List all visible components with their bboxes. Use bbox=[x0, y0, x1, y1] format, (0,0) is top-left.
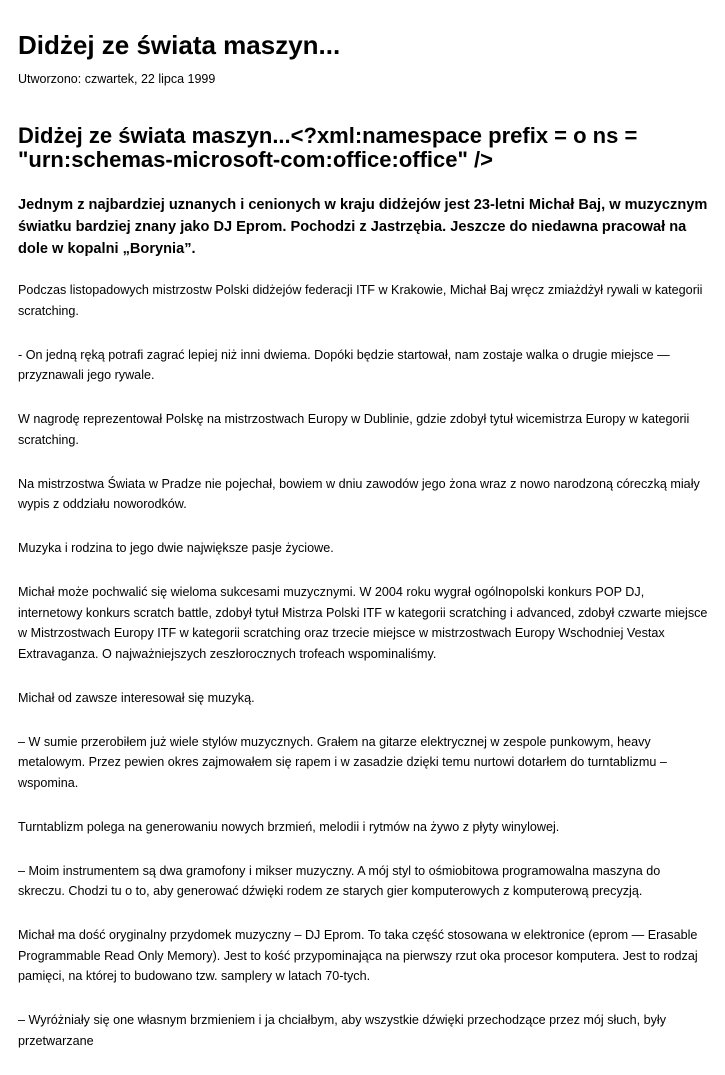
paragraph: Michał od zawsze interesował się muzyką. bbox=[18, 690, 255, 705]
paragraph: - On jedną ręką potrafi zagrać lepiej niż inni dwiema. Dopóki będzie startował, nam zostaje walka o drugie miejsce — przyznawali jego rywale. bbox=[18, 347, 670, 382]
article-lead: Jednym z najbardziej uznanych i cenionych w kraju didżejów jest 23-letni Michał Baj, w muzycznym światku bardziej znany jako DJ Eprom. Pochodzi z Jastrzębia. Jeszcze do niedawna pracował na dole w kopalni „Borynia”. bbox=[18, 197, 708, 257]
article-body bbox=[18, 280, 710, 1075]
created-date: Utworzono: czwartek, 22 lipca 1999 bbox=[18, 72, 216, 86]
paragraph: Michał może pochwalić się wieloma sukcesami muzycznymi. W 2004 roku wygrał ogólnopolski konkurs POP DJ, internetowy konkurs scratch battle, zdobył tytuł Mistrza Polski ITF w kategorii scratching i advanced, zdobył czwarte miejsce w Mistrzostwach Europy ITF w kategorii scratching oraz trzecie miejsce w mistrzostwach Europy Wschodniej Vestax Extravaganza. O najważniejszych zeszłorocznych trofeach wspominaliśmy. bbox=[18, 585, 708, 661]
paragraph: – Wyróżniały się one własnym brzmieniem i ja chciałbym, aby wszystkie dźwięki przechodzące przez mój słuch, były przetwarzane bbox=[18, 1013, 666, 1048]
paragraph: Na mistrzostwa Świata w Pradze nie pojechał, bowiem w dniu zawodów jego żona wraz z nowo narodzoną córeczką miały wypis z oddziału noworodków. bbox=[18, 476, 700, 511]
paragraph: Muzyka i rodzina to jego dwie największe pasje życiowe. bbox=[18, 541, 334, 555]
article-title: Didżej ze świata maszyn...<?xml:namespace prefix = o ns = "urn:schemas-microsoft-com:office:office" /> bbox=[18, 123, 638, 172]
paragraph: W nagrodę reprezentował Polskę na mistrzostwach Europy w Dublinie, gdzie zdobył tytuł wicemistrza Europy w kategorii scratching. bbox=[18, 412, 690, 447]
page-title: Didżej ze świata maszyn... bbox=[18, 30, 341, 60]
paragraph: Podczas listopadowych mistrzostw Polski didżejów federacji ITF w Krakowie, Michał Baj wręcz zmiażdżył rywali w kategorii scratching. bbox=[18, 283, 703, 318]
paragraph: Michał ma dość oryginalny przydomek muzyczny – DJ Eprom. To taka część stosowana w elektronice (eprom — Erasable Programmable Read Only Memory). Jest to kość przypominająca na pierwszy rzut oka procesor komputera. Jest to rodzaj pamięci, na której to budowano tzw. samplery w latach 70-tych. bbox=[18, 928, 698, 983]
paragraph: Turntablizm polega na generowaniu nowych brzmień, melodii i rytmów na żywo z płyty winylowej. bbox=[18, 819, 560, 834]
paragraph: – Moim instrumentem są dwa gramofony i mikser muzyczny. A mój styl to ośmiobitowa programowalna maszyna do skreczu. Chodzi tu o to, aby generować dźwięki rodem ze starych gier komputerowych z komputerową precyzją. bbox=[18, 863, 661, 898]
paragraph: – W sumie przerobiłem już wiele stylów muzycznych. Grałem na gitarze elektrycznej w zespole punkowym, heavy metalowym. Przez pewien okres zajmowałem się rapem i w zasadzie dzięki temu nurtowi dotarłem do turntablizmu – wspomina. bbox=[18, 734, 667, 790]
